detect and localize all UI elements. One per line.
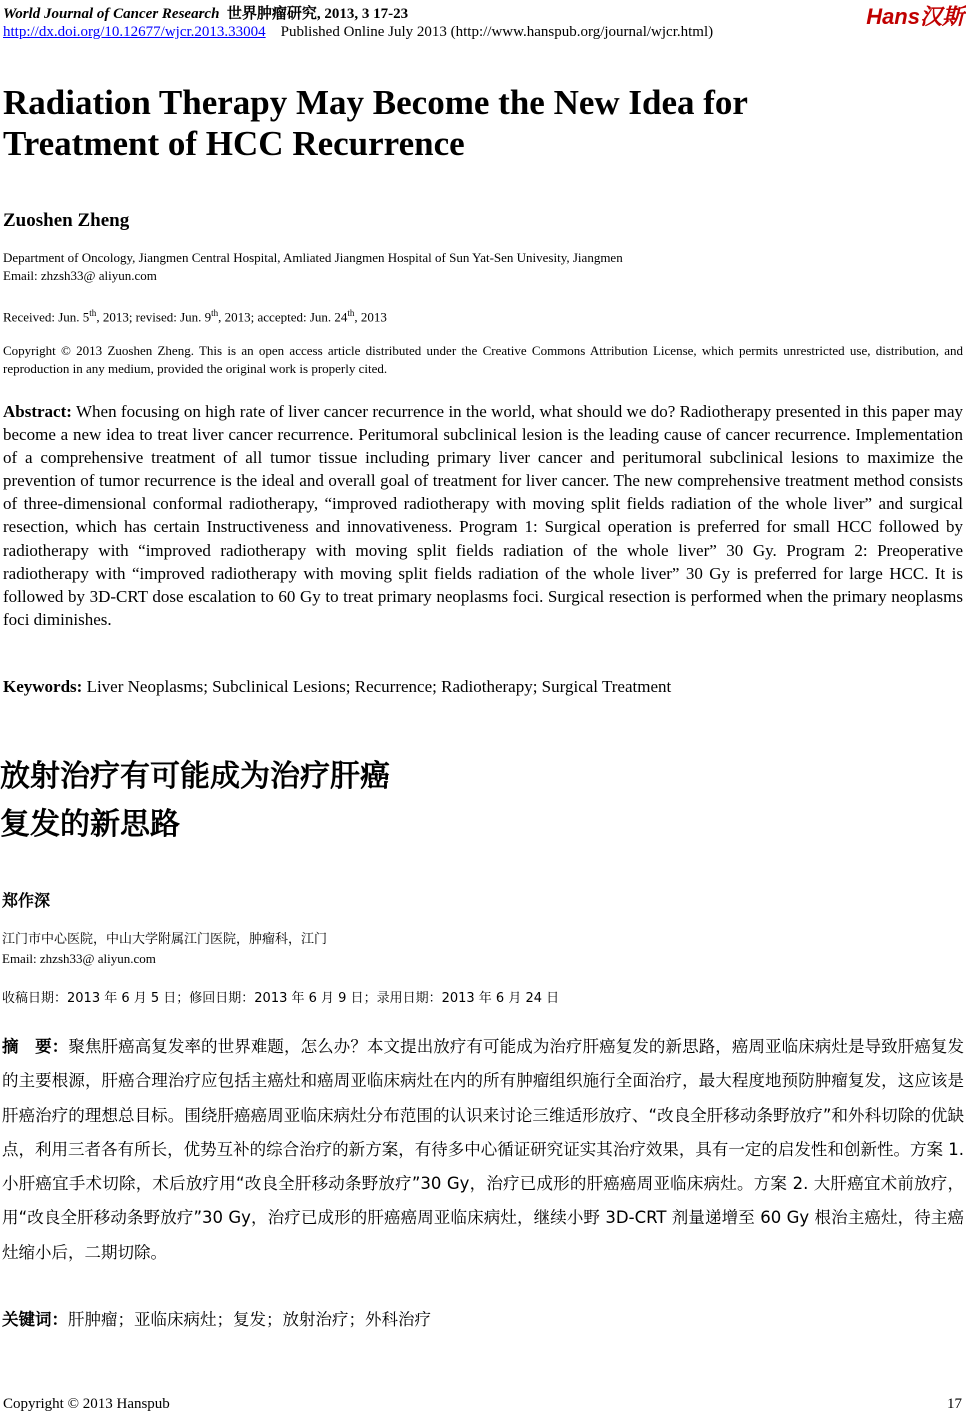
paper-title: Radiation Therapy May Become the New Idea for Treatment of HCC Recurrence [3, 83, 748, 163]
cn-author: 郑作深 [2, 891, 51, 910]
footer-copyright: Copyright © 2013 Hanspub [3, 1396, 170, 1412]
copyright-notice: Copyright © 2013 Zuoshen Zheng. This is an open access article distributed under the Creative Commons Attribution License, which permits unrestricted use, distribution, and reproduction in any medium, provided the original work is properly cited. [3, 343, 963, 376]
journal-cn: 世界肿瘤研究, 2013, 3 17-23 [226, 6, 409, 22]
dates-end: , 2013 [354, 309, 387, 325]
doi-line [3, 24, 713, 41]
abstract [3, 400, 963, 631]
journal-header [3, 2, 408, 23]
cn-title-line: 复发的新思路 [0, 807, 180, 842]
author: Zuoshen Zheng [3, 210, 130, 231]
journal-name: World Journal of Cancer Research [3, 6, 220, 22]
received: Received: Jun. 5 [3, 309, 90, 325]
cn-email: Email: zhzsh33@ aliyun.com [2, 951, 156, 966]
revised: , 2013; revised: Jun. 9 [96, 309, 212, 325]
cn-title-line: 放射治疗有可能成为治疗肝癌 [0, 759, 390, 794]
hans-logo: Hans汉斯 [866, 4, 964, 29]
abstract-text: When focusing on high rate of liver cancer recurrence in the world, what should we do? Radiotherapy presented in this paper may become a new idea to treat liver cancer recurrence. Peritumoral subclinical lesion is the leading cause of cancer recurrence. Implementation of a comprehensive treatment of all tumor tissue including primary liver cancer and peritumoral subclinical lesions to maximize the prevention of tumor recurrence is the ideal and overall goal of treatment for liver cancer. The new comprehensive treatment method consists of three-dimensional conformal radiotherapy, “improved radiotherapy with moving split fields radiation of the whole liver” and surgical resection, which has certain Instructiveness and innovativeness. Program 1: Surgical operation is preferred for small HCC followed by radiotherapy with “improved radiotherapy with moving split fields radiation of the whole liver” 30 Gy. Program 2: Preoperative radiotherapy with “improved radiotherapy with moving split fields radiation of the whole liver” 30 Gy is preferred for large HCC. It is followed by 3D-CRT dose escalation to 60 Gy to treat primary neoplasms foci. Surgical resection is performed when the primary neoplasms foci diminishes. [3, 402, 963, 629]
sup: th [211, 308, 219, 318]
cn-abstract [2, 1030, 964, 1270]
accepted: , 2013; accepted: Jun. 24 [218, 309, 348, 325]
cn-keywords-label: 关键词： [2, 1310, 68, 1329]
sup: th [89, 308, 97, 318]
cn-abstract-label: 摘 要： [2, 1037, 69, 1056]
dates [3, 304, 387, 326]
keywords [3, 677, 671, 697]
cn-keywords [2, 1306, 431, 1330]
abstract-label: Abstract: [3, 402, 72, 421]
cn-keywords-text: 肝肿瘤；亚临床病灶；复发；放射治疗；外科治疗 [68, 1310, 431, 1329]
cn-affiliation-block [2, 930, 327, 968]
email: Email: zhzsh33@ aliyun.com [3, 268, 157, 283]
sup: th [347, 308, 355, 318]
cn-affiliation: 江门市中心医院，中山大学附属江门医院，肿瘤科，江门 [2, 932, 328, 947]
affiliation: Department of Oncology, Jiangmen Central Hospital, Amliated Jiangmen Hospital of Sun Yat-Sen Univesity, Jiangmen [3, 250, 623, 265]
doi-link[interactable]: http://dx.doi.org/10.12677/wjcr.2013.33004 [3, 24, 266, 40]
keywords-label: Keywords: [3, 677, 83, 696]
keywords-text: Liver Neoplasms; Subclinical Lesions; Recurrence; Radiotherapy; Surgical Treatment [82, 677, 672, 696]
cn-title [0, 753, 390, 849]
page-number: 17 [947, 1396, 962, 1412]
cn-dates: 收稿日期：2013 年 6 月 5 日；修回日期：2013 年 6 月 9 日；录用日期：2013 年 6 月 24 日 [2, 991, 560, 1006]
affiliation-block [3, 249, 623, 285]
published-info: Published Online July 2013 (http://www.hanspub.org/journal/wjcr.html) [280, 24, 714, 40]
cn-abstract-text: 聚焦肝癌高复发率的世界难题，怎么办？本文提出放疗有可能成为治疗肝癌复发的新思路，癌周亚临床病灶是导致肝癌复发的主要根源，肝癌合理治疗应包括主癌灶和癌周亚临床病灶在内的所有肿瘤组织施行全面治疗，最大程度地预防肿瘤复发，这应该是肝癌治疗的理想总目标。围绕肝癌癌周亚临床病灶分布范围的认识来讨论三维适形放疗、“改良全肝移动条野放疗”和外科切除的优缺点，利用三者各有所长，优势互补的综合治疗的新方案，有待多中心循证研究证实其治疗效果，具有一定的启发性和创新性。方案 1. 小肝癌宜手术切除，术后放疗用“改良全肝移动条野放疗”30 Gy，治疗已成形的肝癌癌周亚临床病灶。方案 2. 大肝癌宜术前放疗，用“改良全肝移动条野放疗”30 Gy，治疗已成形的肝癌癌周亚临床病灶，继续小野 3D-CRT 剂量递增至 60 Gy 根治主癌灶，待主癌灶缩小后，二期切除。 [2, 1037, 965, 1262]
